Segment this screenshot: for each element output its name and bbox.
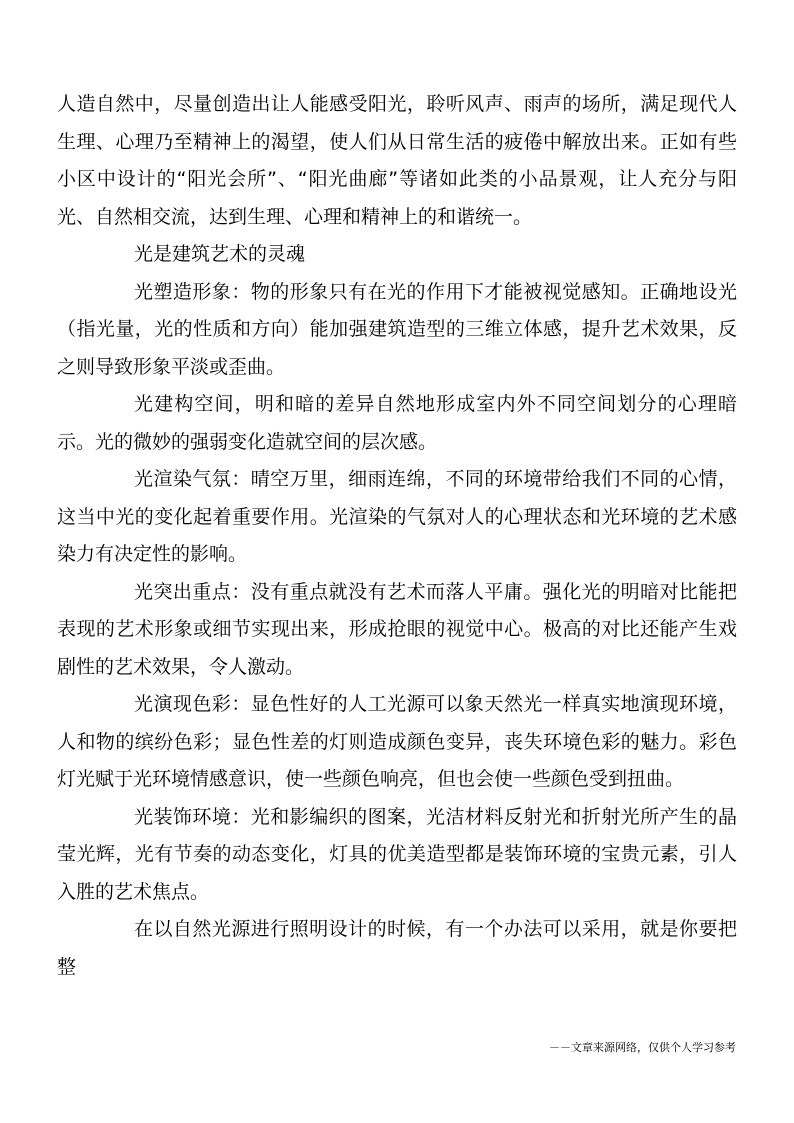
paragraph-space: 光建构空间，明和暗的差异自然地形成室内外不同空间划分的心理暗示。光的微妙的强弱变化造就空间的层次感。 xyxy=(57,393,737,453)
paragraph-emphasis: 光突出重点：没有重点就没有艺术而落人平庸。强化光的明暗对比能把表现的艺术形象或细节实现出来，形成抢眼的视觉中心。极高的对比还能产生戏剧性的艺术效果，令人激动。 xyxy=(57,580,737,678)
paragraph-color: 光演现色彩：显色性好的人工光源可以象天然光一样真实地演现环境，人和物的缤纷色彩；显色性差的灯则造成颜色变异，丧失环境色彩的魅力。彩色灯光赋于光环境情感意识，使一些颜色响亮，但也会使一些颜色受到扭曲。 xyxy=(57,693,737,790)
paragraph-atmosphere: 光渲染气氛：晴空万里，细雨连绵，不同的环境带给我们不同的心情，这当中光的变化起着重要作用。光渲染的气氛对人的心理状态和光环境的艺术感染力有决定性的影响。 xyxy=(57,468,737,565)
document-body xyxy=(57,86,737,986)
section-heading: 光是建筑艺术的灵魂 xyxy=(134,243,306,265)
paragraph-natural-light: 在以自然光源进行照明设计的时候，有一个办法可以采用，就是你要把整 xyxy=(57,918,737,978)
paragraph-decoration: 光装饰环境：光和影编织的图案，光洁材料反射光和折射光所产生的晶莹光辉，光有节奏的动态变化，灯具的优美造型都是装饰环境的宝贵元素，引人入胜的艺术焦点。 xyxy=(57,805,737,903)
paragraph-shape: 光塑造形象：物的形象只有在光的作用下才能被视觉感知。正确地设光（指光量，光的性质和方向）能加强建筑造型的三维立体感，提升艺术效果，反之则导致形象平淡或歪曲。 xyxy=(57,280,737,378)
source-footer: －－文章来源网络，仅供个人学习参考 xyxy=(549,1041,736,1054)
paragraph-continuation: 人造自然中，尽量创造出让人能感受阳光，聆听风声、雨声的场所，满足现代人生理、心理乃至精神上的渴望，使人们从日常生活的疲倦中解放出来。正如有些小区中设计的“阳光会所”、“阳光曲廊”等诸如此类的小品景观，让人充分与阳光、自然相交流，达到生理、心理和精神上的和谐统一。 xyxy=(57,93,737,228)
